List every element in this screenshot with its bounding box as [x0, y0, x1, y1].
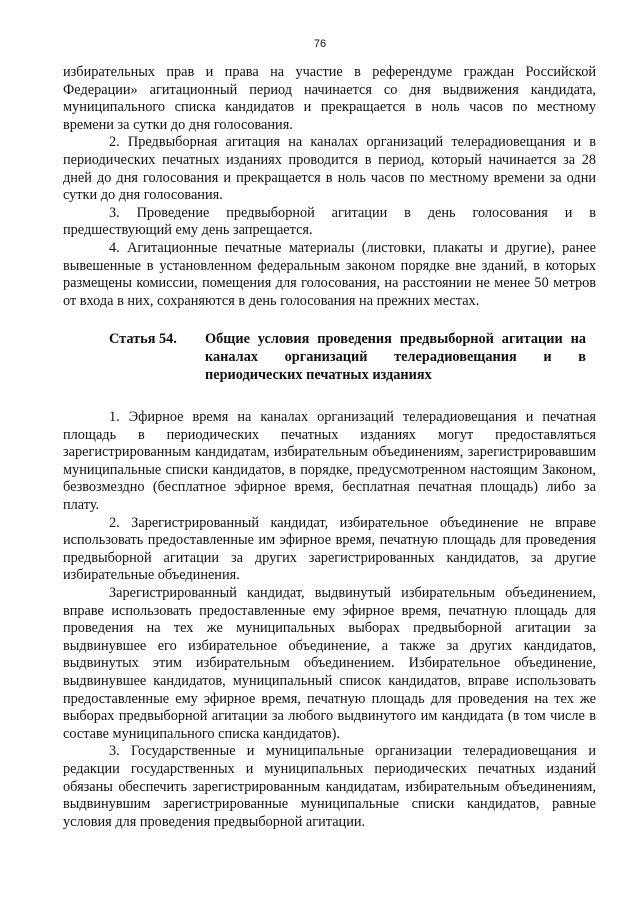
article-paragraph-3: 3. Государственные и муниципальные организации телерадиовещания и редакции государственных и муниципальных периодических печатных изданий обязаны обеспечить зарегистрированным кандидатам, избирательным объединениям, выдвинувшим зарегистрированные муниципальные списки кандидатов, равные условия для проведения предвыборной агитации. [63, 743, 596, 830]
article-number: Статья 54. [109, 331, 177, 348]
paragraph-item-3: 3. Проведение предвыборной агитации в день голосования и в предшествующий ему день запрещается. [63, 204, 596, 239]
article-title: Общие условия проведения предвыборной агитации на каналах организаций телерадиовещания и в периодических печатных изданиях [205, 331, 586, 383]
article-paragraph-1: 1. Эфирное время на каналах организаций телерадиовещания и печатная площадь в периодических печатных изданиях могут предоставляться зарегистрированным кандидатам, избирательным объединениям, зарегистрировавшим муниципальные списки кандидатов, в порядке, предусмотренном настоящим Законом, безвозмездно (бесплатное эфирное время, бесплатная печатная площадь) либо за плату. [63, 409, 596, 514]
paragraph-item-2: 2. Предвыборная агитация на каналах организаций телерадиовещания и в периодических печатных изданиях проводится в период, который начинается за 28 дней до дня голосования и прекращается в ноль часов по местному времени за одни сутки до дня голосования. [63, 134, 596, 204]
article-paragraph-2: 2. Зарегистрированный кандидат, избирательное объединение не вправе использовать предоставленные им эфирное время, печатную площадь для проведения предвыборной агитации за других зарегистрированных кандидатов, за другие избирательные объединения. [63, 514, 596, 584]
document-body [63, 64, 596, 831]
paragraph-continuation: избирательных прав и права на участие в референдуме граждан Российской Федерации» агитационный период начинается со дня выдвижения кандидата, муниципального списка кандидатов и прекращается в ноль часов по местному времени за сутки до дня голосования. [63, 64, 596, 133]
page-number: 76 [313, 38, 327, 50]
article-paragraph-2-cont: Зарегистрированный кандидат, выдвинутый избирательным объединением, вправе использовать предоставленные ему эфирное время, печатную площадь для проведения на тех же муниципальных выборах предвыборной агитации за выдвинувшее его избирательное объединение, а также за других кандидатов, выдвинутых этим избирательным объединением. Избирательное объединение, выдвинувшее кандидатов, муниципальный список кандидатов, вправе использовать предоставленные ему эфирное время, печатную площадь для проведения на тех же выборах предвыборной агитации за любого выдвинутого им кандидата (в том числе в составе муниципального списка кандидатов). [63, 585, 596, 742]
paragraph-item-4: 4. Агитационные печатные материалы (листовки, плакаты и другие), ранее вывешенные в установленном федеральным законом порядке вне зданий, в которых размещены комиссии, помещения для голосования, на расстоянии не менее 50 метров от входа в них, сохраняются в день голосования на прежних местах. [63, 239, 596, 309]
article-heading [63, 331, 596, 384]
